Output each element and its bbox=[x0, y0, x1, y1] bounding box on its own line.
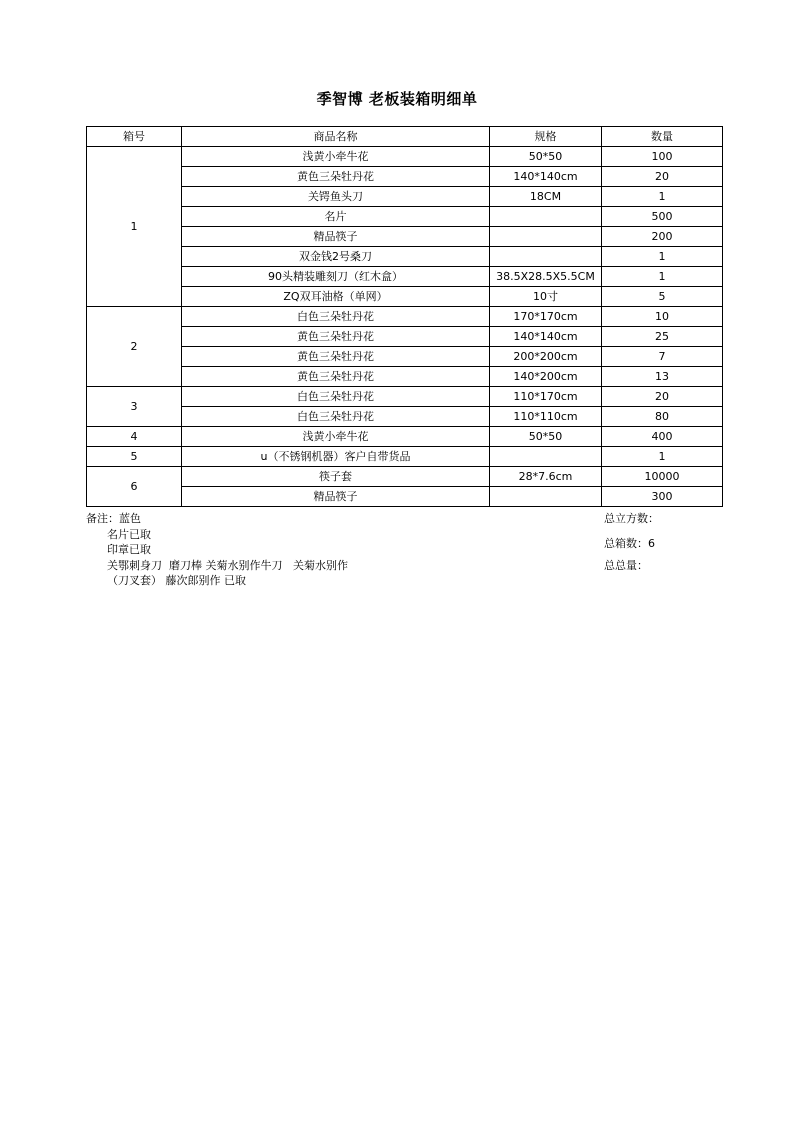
product-name-cell: 精品筷子 bbox=[182, 487, 490, 507]
box-number-cell: 2 bbox=[87, 307, 182, 387]
product-name-cell: 筷子套 bbox=[182, 467, 490, 487]
spec-cell: 170*170cm bbox=[490, 307, 602, 327]
quantity-cell: 80 bbox=[602, 407, 723, 427]
table-row bbox=[87, 267, 723, 287]
product-name-cell: 浅黄小牵牛花 bbox=[182, 427, 490, 447]
quantity-cell: 1 bbox=[602, 267, 723, 287]
product-name-cell: 白色三朵牡丹花 bbox=[182, 407, 490, 427]
packing-table bbox=[86, 126, 723, 507]
quantity-cell: 10 bbox=[602, 307, 723, 327]
table-row bbox=[87, 247, 723, 267]
quantity-cell: 1 bbox=[602, 187, 723, 207]
table-row bbox=[87, 287, 723, 307]
quantity-cell: 10000 bbox=[602, 467, 723, 487]
product-name-cell: 双金钱2号桑刀 bbox=[182, 247, 490, 267]
table-row bbox=[87, 167, 723, 187]
quantity-cell: 7 bbox=[602, 347, 723, 367]
total-weight-label: 总总量： bbox=[604, 559, 648, 572]
spec-cell: 140*200cm bbox=[490, 367, 602, 387]
table-body bbox=[87, 147, 723, 507]
box-number-cell: 4 bbox=[87, 427, 182, 447]
spec-cell bbox=[490, 227, 602, 247]
product-name-cell: u（不锈钢机器）客户自带货品 bbox=[182, 447, 490, 467]
spec-cell: 140*140cm bbox=[490, 167, 602, 187]
table-row bbox=[87, 307, 723, 327]
spec-cell: 18CM bbox=[490, 187, 602, 207]
table-row bbox=[87, 207, 723, 227]
product-name-cell: 黄色三朵牡丹花 bbox=[182, 327, 490, 347]
product-name-cell: 名片 bbox=[182, 207, 490, 227]
spec-cell: 38.5X28.5X5.5CM bbox=[490, 267, 602, 287]
quantity-cell: 200 bbox=[602, 227, 723, 247]
quantity-cell: 13 bbox=[602, 367, 723, 387]
spec-cell: 28*7.6cm bbox=[490, 467, 602, 487]
header-spec: 规格 bbox=[490, 127, 602, 147]
box-number-cell: 5 bbox=[87, 447, 182, 467]
product-name-cell: 黄色三朵牡丹花 bbox=[182, 347, 490, 367]
table-row bbox=[87, 487, 723, 507]
table-row bbox=[87, 447, 723, 467]
note-line: 备注：蓝色 bbox=[86, 512, 141, 525]
quantity-cell: 25 bbox=[602, 327, 723, 347]
spec-cell: 50*50 bbox=[490, 147, 602, 167]
note-line: （刀叉套） 藤次郎别作 已取 bbox=[86, 574, 246, 587]
spec-cell bbox=[490, 207, 602, 227]
quantity-cell: 5 bbox=[602, 287, 723, 307]
box-number-cell: 3 bbox=[87, 387, 182, 427]
product-name-cell: 白色三朵牡丹花 bbox=[182, 387, 490, 407]
table-row bbox=[87, 227, 723, 247]
quantity-cell: 500 bbox=[602, 207, 723, 227]
product-name-cell: 黄色三朵牡丹花 bbox=[182, 167, 490, 187]
table-header-row bbox=[87, 127, 723, 147]
product-name-cell: ZQ双耳油格（单网） bbox=[182, 287, 490, 307]
total-volume-label: 总立方数： bbox=[604, 512, 659, 525]
note-line: 关鄂刺身刀 磨刀棒 关菊水别作牛刀 关菊水别作 bbox=[86, 558, 348, 572]
table-row bbox=[87, 327, 723, 347]
product-name-cell: 白色三朵牡丹花 bbox=[182, 307, 490, 327]
table-row bbox=[87, 187, 723, 207]
box-number-cell: 6 bbox=[87, 467, 182, 507]
quantity-cell: 400 bbox=[602, 427, 723, 447]
box-number-cell: 1 bbox=[87, 147, 182, 307]
table-row bbox=[87, 367, 723, 387]
quantity-cell: 20 bbox=[602, 387, 723, 407]
spec-cell: 200*200cm bbox=[490, 347, 602, 367]
product-name-cell: 关锷鱼头刀 bbox=[182, 187, 490, 207]
table-row bbox=[87, 427, 723, 447]
spec-cell: 110*110cm bbox=[490, 407, 602, 427]
product-name-cell: 90头精装雕刻刀（红木盒） bbox=[182, 267, 490, 287]
note-line: 印章已取 bbox=[86, 543, 151, 556]
total-boxes-label: 总箱数：6 bbox=[604, 537, 655, 550]
table-row bbox=[87, 407, 723, 427]
header-quantity: 数量 bbox=[602, 127, 723, 147]
table-row bbox=[87, 387, 723, 407]
spec-cell bbox=[490, 247, 602, 267]
notes-section bbox=[86, 511, 348, 589]
spec-cell: 140*140cm bbox=[490, 327, 602, 347]
table-row bbox=[87, 467, 723, 487]
product-name-cell: 黄色三朵牡丹花 bbox=[182, 367, 490, 387]
note-line: 名片已取 bbox=[86, 527, 151, 541]
page-title: 季智博 老板装箱明细单 bbox=[316, 90, 478, 108]
spec-cell bbox=[490, 487, 602, 507]
table-row bbox=[87, 347, 723, 367]
quantity-cell: 1 bbox=[602, 247, 723, 267]
header-product-name: 商品名称 bbox=[182, 127, 490, 147]
quantity-cell: 100 bbox=[602, 147, 723, 167]
spec-cell: 50*50 bbox=[490, 427, 602, 447]
product-name-cell: 浅黄小牵牛花 bbox=[182, 147, 490, 167]
quantity-cell: 300 bbox=[602, 487, 723, 507]
spec-cell: 10寸 bbox=[490, 287, 602, 307]
spec-cell: 110*170cm bbox=[490, 387, 602, 407]
quantity-cell: 1 bbox=[602, 447, 723, 467]
spec-cell bbox=[490, 447, 602, 467]
header-box-number: 箱号 bbox=[87, 127, 182, 147]
quantity-cell: 20 bbox=[602, 167, 723, 187]
table-row bbox=[87, 147, 723, 167]
product-name-cell: 精品筷子 bbox=[182, 227, 490, 247]
